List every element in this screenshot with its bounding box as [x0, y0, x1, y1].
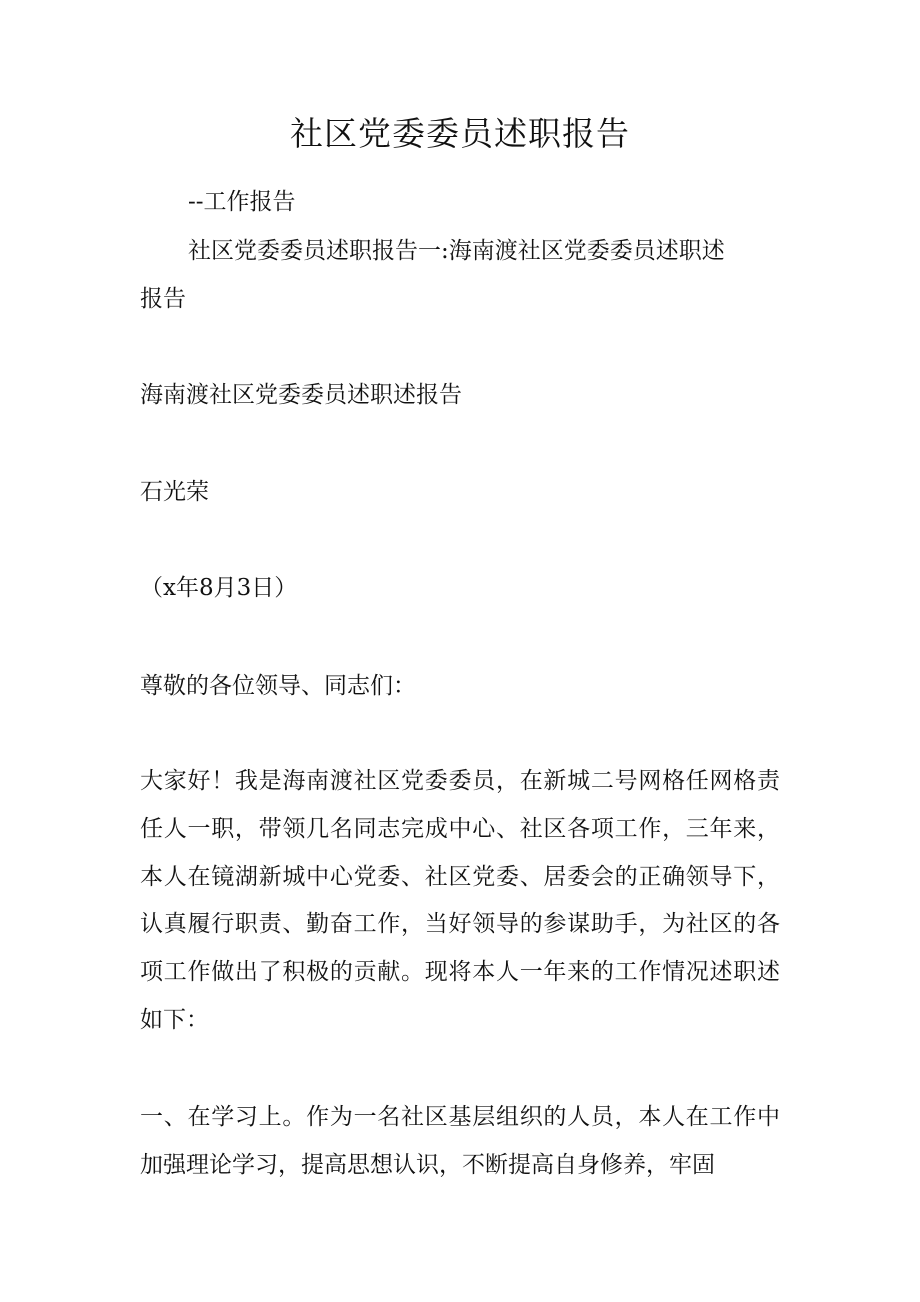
salutation: 尊敬的各位领导、同志们： [140, 673, 416, 699]
report-heading: 海南渡社区党委委员述职述报告 [140, 382, 462, 408]
intro-line-1: 社区党委委员述职报告一:海南渡社区党委委员述职述 [188, 238, 725, 264]
author-name: 石光荣 [140, 479, 209, 505]
body-paragraph-1: 大家好！我是海南渡社区党委委员，在新城二号网格任网格责任人一职，带领几名同志完成中心、社区各项工作，三年来，本人在镜湖新城中心党委、社区党委、居委会的正确领导下，认真履行职责、勤奋工作，当好领导的参谋助手，为社区的各项工作做出了积极的贡献。现将本人一年来的工作情况述职述如下： [140, 768, 780, 1033]
report-date: （x年8月3日） [140, 575, 298, 601]
document-title: 社区党委委员述职报告 [290, 114, 630, 153]
intro-line-2: 报告 [140, 286, 186, 312]
document-subtitle: --工作报告 [188, 189, 296, 215]
body-paragraph-2: 一、在学习上。作为一名社区基层组织的人员，本人在工作中加强理论学习，提高思想认识，不断提高自身修养，牢固 [140, 1104, 780, 1178]
